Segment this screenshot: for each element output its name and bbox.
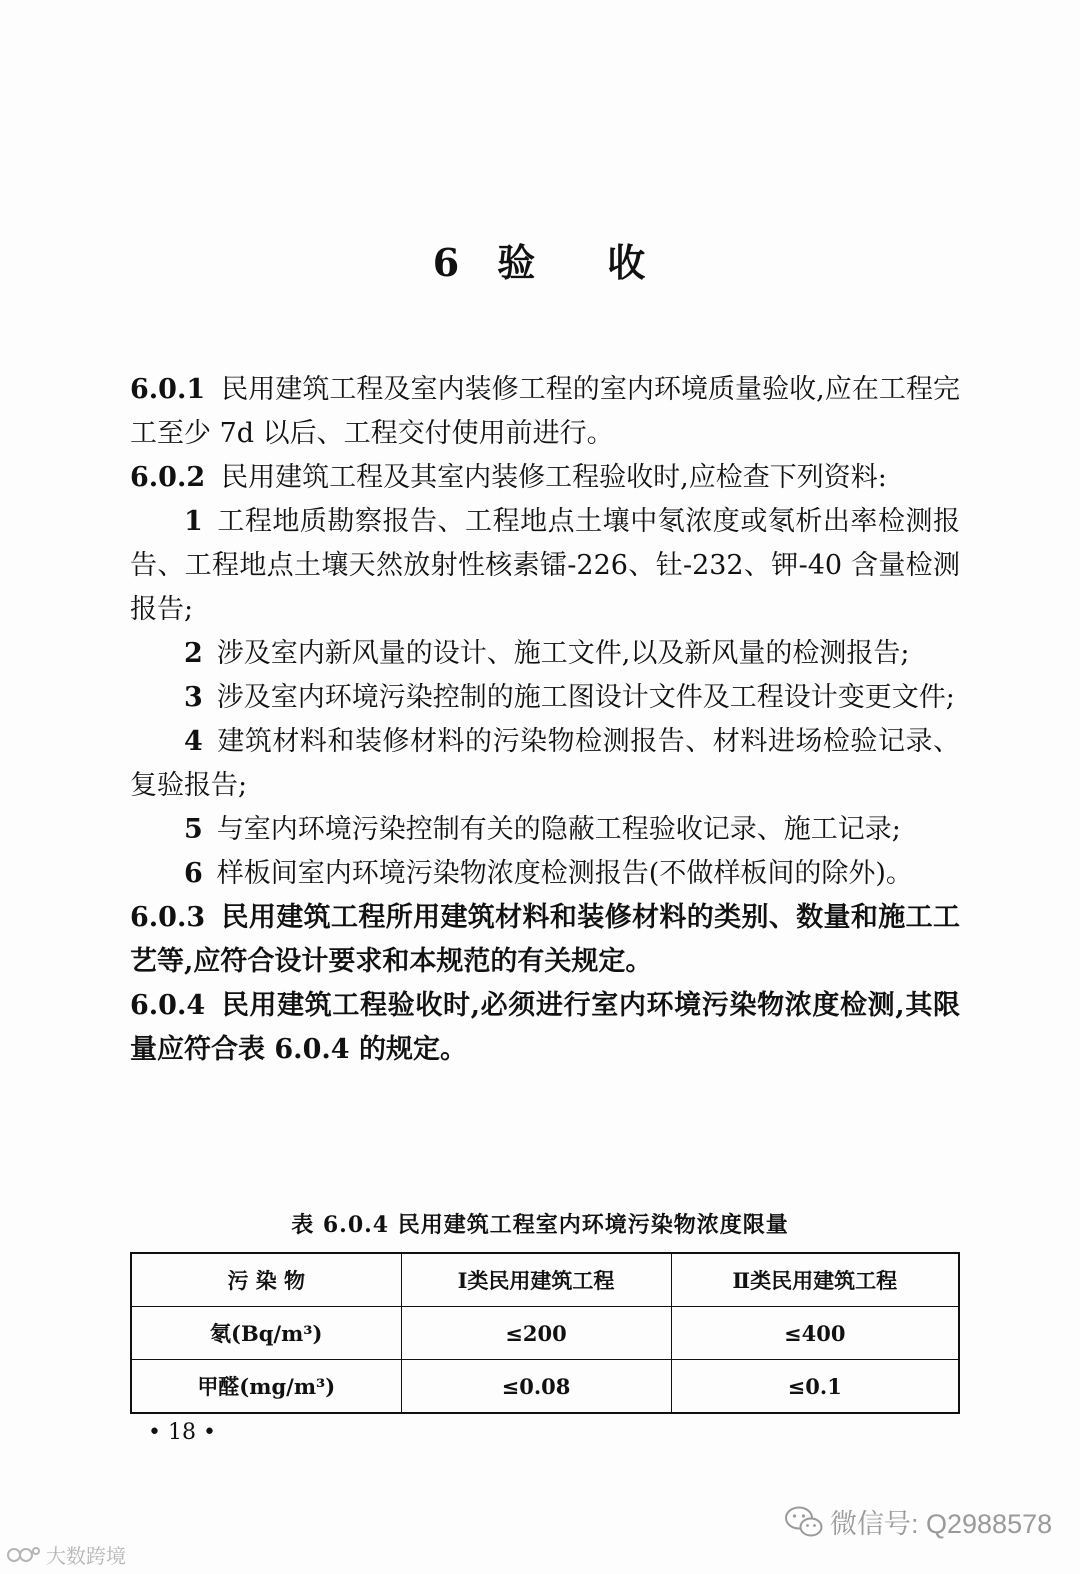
column-header: Ⅱ类民用建筑工程 — [671, 1253, 959, 1307]
clause-number: 6.0.3 — [130, 902, 206, 933]
limits-table — [130, 1252, 960, 1414]
list-item — [130, 676, 960, 720]
chapter-title — [0, 232, 1080, 287]
list-item — [130, 808, 960, 852]
item-number: 4 — [184, 726, 203, 757]
clause-6-0-2 — [130, 456, 960, 500]
item-text: 建筑材料和装修材料的污染物检测报告、材料进场检验记录、复验报告; — [130, 726, 960, 801]
table-cell: ≤400 — [671, 1307, 959, 1360]
item-text: 与室内环境污染控制有关的隐蔽工程验收记录、施工记录; — [216, 814, 901, 845]
chapter-word-1: 验 — [497, 240, 538, 285]
clause-text: 民用建筑工程所用建筑材料和装修材料的类别、数量和施工工艺等,应符合设计要求和本规范的有关规定。 — [130, 902, 960, 977]
list-item — [130, 720, 960, 808]
page-number: • 18 • — [148, 1420, 216, 1445]
clause-6-0-4 — [130, 984, 960, 1072]
clause-number: 6.0.1 — [130, 374, 206, 405]
list-item — [130, 852, 960, 896]
item-text: 涉及室内环境污染控制的施工图设计文件及工程设计变更文件; — [216, 682, 955, 713]
clause-text: 民用建筑工程及其室内装修工程验收时,应检查下列资料: — [221, 462, 887, 493]
table-cell: ≤0.08 — [401, 1360, 671, 1414]
brand-logo — [6, 1540, 126, 1569]
item-text: 工程地质勘察报告、工程地点土壤中氡浓度或氡析出率检测报告、工程地点土壤天然放射性核素镭-226、钍-232、钾-40 含量检测报告; — [130, 506, 960, 625]
wechat-icon — [784, 1505, 824, 1539]
column-header: 污 染 物 — [131, 1253, 401, 1307]
table-cell: 甲醛(mg/m³) — [131, 1360, 401, 1414]
table-row — [131, 1360, 959, 1414]
table-cell: 氡(Bq/m³) — [131, 1307, 401, 1360]
column-header: Ⅰ类民用建筑工程 — [401, 1253, 671, 1307]
item-number: 1 — [184, 506, 203, 537]
item-number: 2 — [184, 638, 203, 669]
item-text: 样板间室内环境污染物浓度检测报告(不做样板间的除外)。 — [216, 858, 913, 889]
clause-6-0-1 — [130, 368, 960, 456]
clause-6-0-3 — [130, 896, 960, 984]
item-number: 3 — [184, 682, 203, 713]
table-row — [131, 1307, 959, 1360]
item-number: 6 — [184, 858, 203, 889]
chapter-word-2: 收 — [607, 240, 648, 285]
chapter-number: 6 — [432, 240, 462, 285]
table-cell: ≤200 — [401, 1307, 671, 1360]
table-header-row — [131, 1253, 959, 1307]
clause-text: 民用建筑工程验收时,必须进行室内环境污染物浓度检测,其限量应符合表 6.0.4 的规定。 — [130, 990, 960, 1065]
clause-number: 6.0.4 — [130, 990, 206, 1021]
list-item — [130, 632, 960, 676]
item-number: 5 — [184, 814, 203, 845]
logo-text: 大数跨境 — [46, 1546, 126, 1568]
table-cell: ≤0.1 — [671, 1360, 959, 1414]
logo-icon — [6, 1543, 42, 1567]
clause-number: 6.0.2 — [130, 462, 206, 493]
limits-table-container — [130, 1252, 960, 1414]
item-text: 涉及室内新风量的设计、施工文件,以及新风量的检测报告; — [216, 638, 910, 669]
table-title: 表 6.0.4 民用建筑工程室内环境污染物浓度限量 — [291, 1212, 789, 1238]
wechat-id-text: 微信号: Q2988578 — [830, 1509, 1053, 1539]
wechat-watermark — [784, 1502, 1052, 1541]
document-body — [130, 368, 960, 1072]
clause-text: 民用建筑工程及室内装修工程的室内环境质量验收,应在工程完工至少 7d 以后、工程交付使用前进行。 — [130, 374, 960, 449]
list-item — [130, 500, 960, 632]
